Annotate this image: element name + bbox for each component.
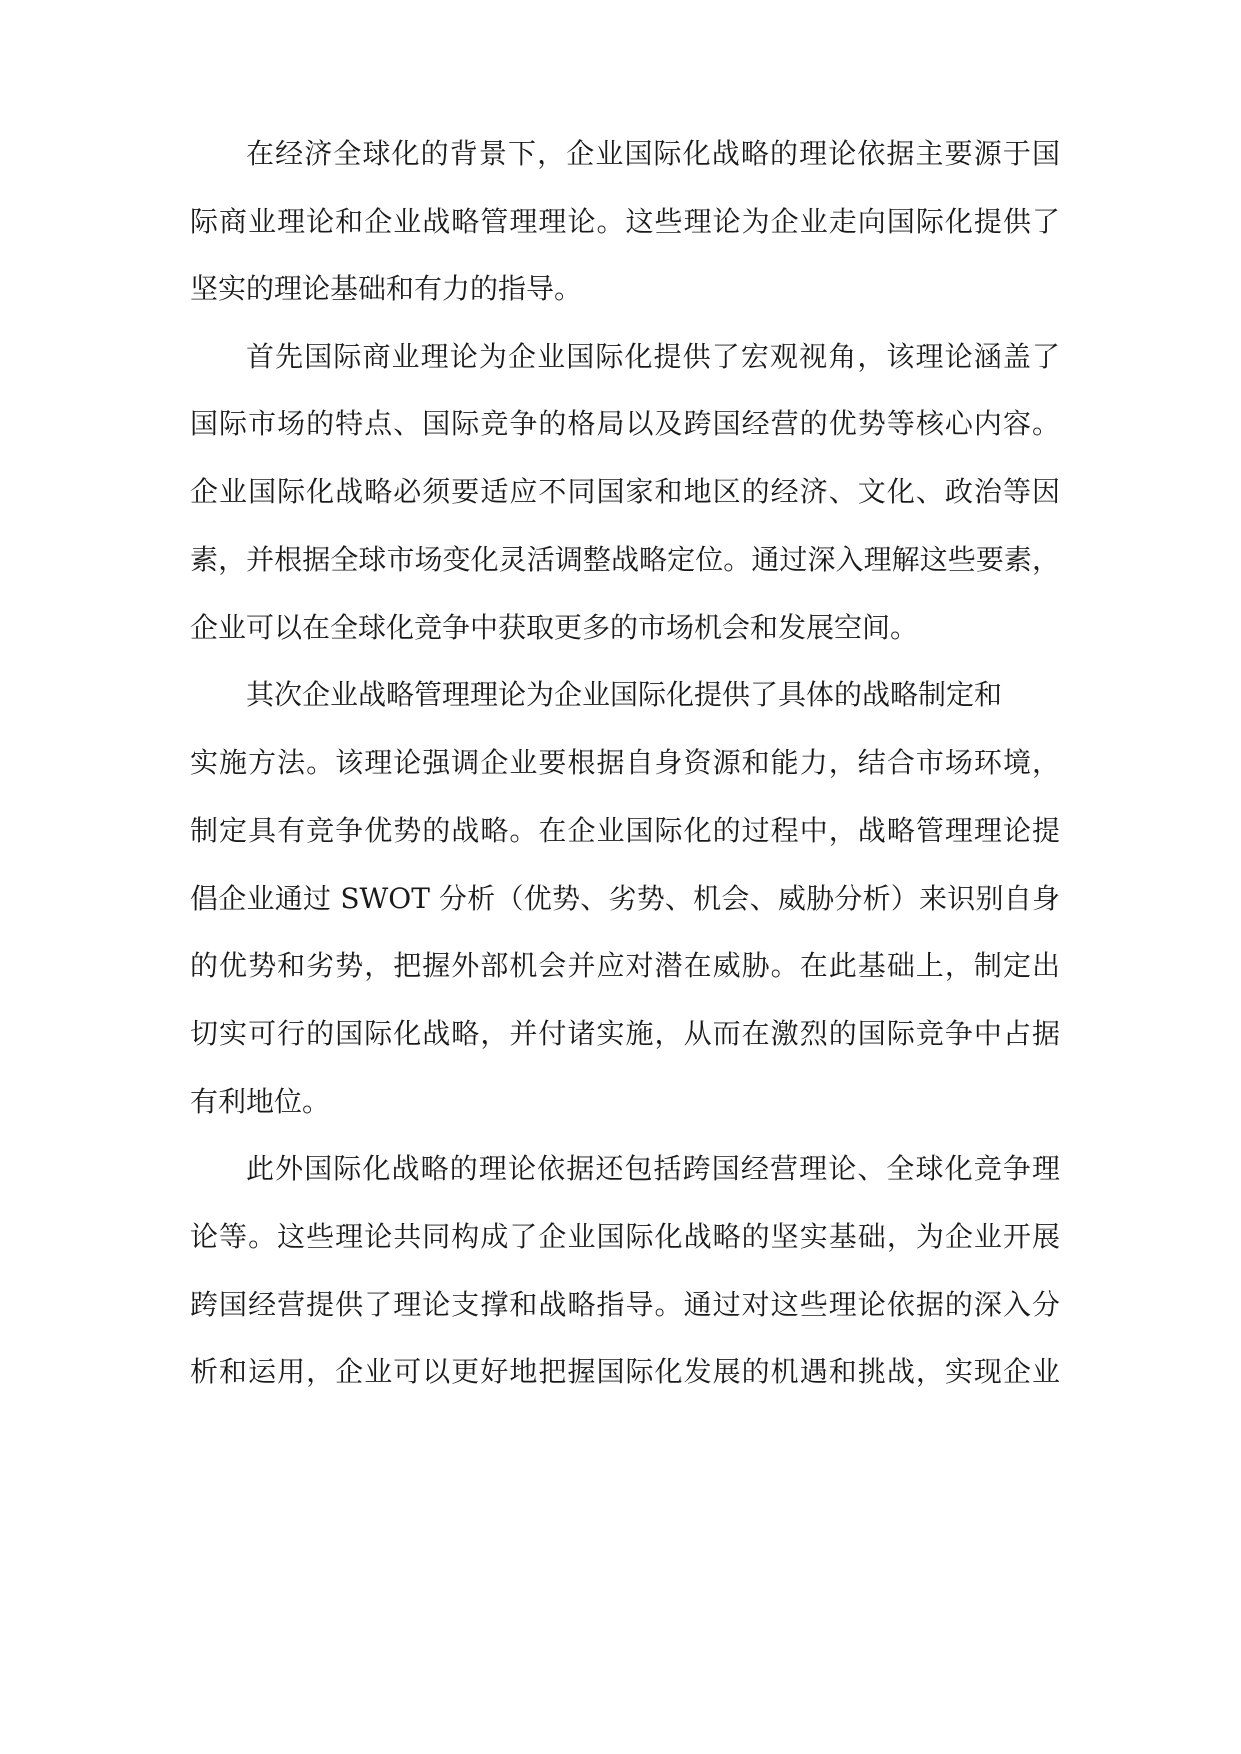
paragraph-1-line-1: 在经济全球化的背景下，企业国际化战略的理论依据主要源于国 xyxy=(246,137,1060,170)
paragraph-4-line-1: 此外国际化战略的理论依据还包括跨国经营理论、全球化竞争理 xyxy=(246,1152,1060,1185)
paragraph-4-line-4: 析和运用，企业可以更好地把握国际化发展的机遇和挑战，实现企业 xyxy=(190,1355,1060,1388)
paragraph-3-line-2: 实施方法。该理论强调企业要根据自身资源和能力，结合市场环境， xyxy=(190,746,1060,779)
paragraph-1-line-2: 际商业理论和企业战略管理理论。这些理论为企业走向国际化提供了 xyxy=(190,205,1060,238)
paragraph-4-line-2: 论等。这些理论共同构成了企业国际化战略的坚实基础，为企业开展 xyxy=(190,1220,1060,1253)
paragraph-1-line-3: 坚实的理论基础和有力的指导。 xyxy=(190,272,583,305)
paragraph-3-line-6: 切实可行的国际化战略，并付诸实施，从而在激烈的国际竞争中占据 xyxy=(190,1017,1060,1050)
paragraph-3-line-4: 倡企业通过 SWOT 分析（优势、劣势、机会、威胁分析）来识别自身 xyxy=(190,882,1060,915)
paragraph-2-line-1: 首先国际商业理论为企业国际化提供了宏观视角，该理论涵盖了 xyxy=(246,340,1060,373)
paragraph-3-line-3: 制定具有竞争优势的战略。在企业国际化的过程中，战略管理理论提 xyxy=(190,814,1060,847)
paragraph-2-line-3: 企业国际化战略必须要适应不同国家和地区的经济、文化、政治等因 xyxy=(190,475,1060,508)
paragraph-4-line-3: 跨国经营提供了理论支撑和战略指导。通过对这些理论依据的深入分 xyxy=(190,1288,1060,1321)
paragraph-2-line-4: 素，并根据全球市场变化灵活调整战略定位。通过深入理解这些要素， xyxy=(190,543,1060,576)
paragraph-2-line-5: 企业可以在全球化竞争中获取更多的市场机会和发展空间。 xyxy=(190,611,919,644)
paragraph-3-line-1: 其次企业战略管理理论为企业国际化提供了具体的战略制定和 xyxy=(246,678,1003,711)
paragraph-3-line-7: 有利地位。 xyxy=(190,1085,331,1118)
paragraph-2-line-2: 国际市场的特点、国际竞争的格局以及跨国经营的优势等核心内容。 xyxy=(190,407,1060,440)
paragraph-3-line-5: 的优势和劣势，把握外部机会并应对潜在威胁。在此基础上，制定出 xyxy=(190,949,1060,982)
